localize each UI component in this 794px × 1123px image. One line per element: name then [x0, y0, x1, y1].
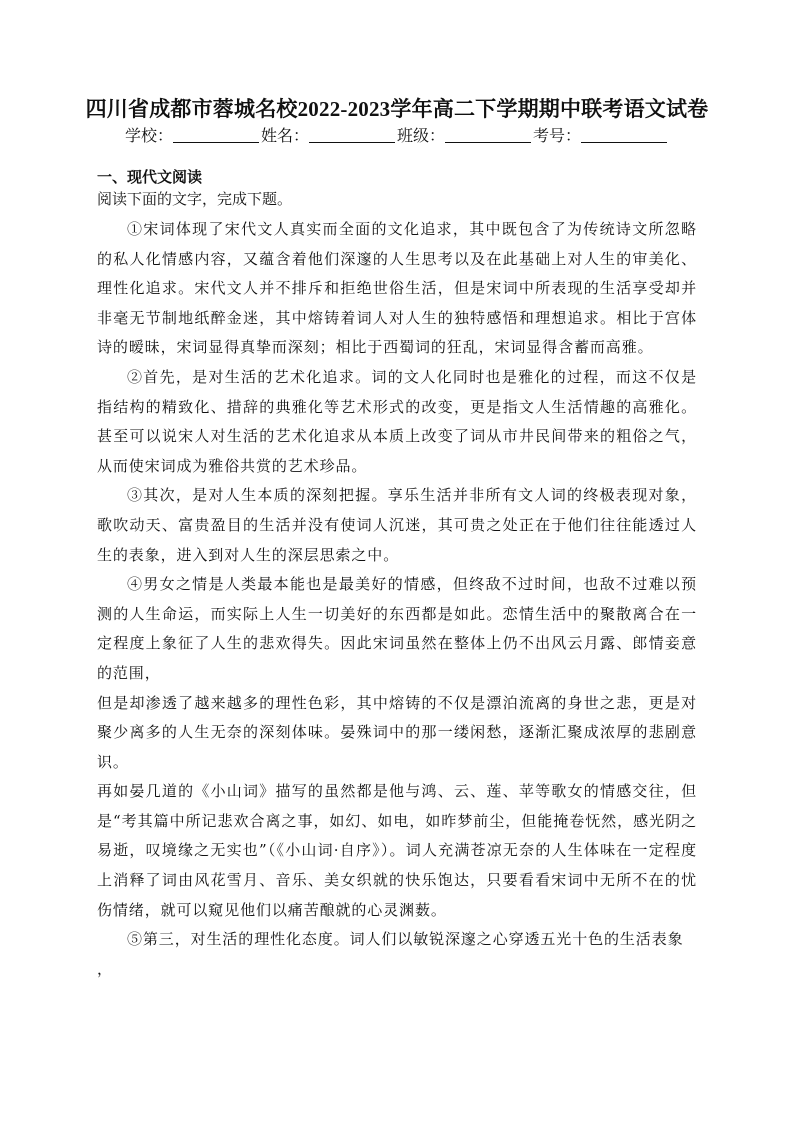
passage-paragraph-4: ④男女之情是人类最本能也是最美好的情感，但终敌不过时间，也敌不过难以预测的人生命运，而实际上人生一切美好的东西都是如此。恋情生活中的聚散离合在一定程度上象征了人生的悲欢得失。因此宋词虽然在整体上仍不出风云月露、郎情妾意的范围， [97, 575, 697, 682]
reading-passage [97, 215, 697, 984]
passage-paragraph-1: ①宋词体现了宋代文人真实而全面的文化追求，其中既包含了为传统诗文所忽略的私人化情感内容，又蕴含着他们深邃的人生思考以及在此基础上对人生的审美化、理性化追求。宋代文人并不排斥和拒绝世俗生活，但是宋词中所表现的生活享受却并非毫无节制地纸醉金迷，其中熔铸着词人对人生的独特感悟和理想追求。相比于宫体诗的暧昧，宋词显得真挚而深刻；相比于西蜀词的狂乱，宋词显得含蓄而高雅。 [97, 220, 697, 357]
name-label: 姓名： [260, 126, 309, 145]
class-label: 班级： [397, 126, 446, 145]
school-blank[interactable] [173, 126, 259, 143]
passage-paragraph-2: ②首先，是对生活的艺术化追求。词的文人化同时也是雅化的过程，而这不仅是指结构的精致化、措辞的典雅化等艺术形式的改变，更是指文人生活情趣的高雅化。甚至可以说宋人对生活的艺术化追求从本质上改变了词从市井民间带来的粗俗之气，从而使宋词成为雅俗共赏的艺术珍品。 [97, 367, 697, 475]
passage-paragraph-3: ③其次，是对人生本质的深刻把握。享乐生活并非所有文人词的终极表现对象，歌吹动天、富贵盈目的生活并没有使词人沉迷，其可贵之处正在于他们往往能透过人生的表象，进入到对人生的深层思索之中。 [97, 486, 697, 564]
passage-paragraph-4-example: 再如晏几道的《小山词》描写的虽然都是他与鸿、云、莲、苹等歌女的情感交往，但是“考其篇中所记悲欢合离之事，如幻、如电，如昨梦前尘，但能掩卷怃然，感光阴之易逝，叹境缘之无实也”（《小山词·自序》）。词人充满苍凉无奈的人生体味在一定程度上消释了词由风花雪月、音乐、美女织就的快乐饱达，只要看看宋词中无所不在的忧伤情绪，就可以窥见他们以痛苦酿就的心灵渊薮。 [97, 782, 697, 919]
class-blank[interactable] [445, 126, 531, 143]
name-blank[interactable] [309, 126, 395, 143]
exam-title: 四川省成都市蓉城名校2022-2023学年高二下学期期中联考语文试卷 [85, 97, 709, 121]
passage-trailing-comma: ， [97, 959, 113, 978]
passage-paragraph-4-continued: 但是却渗透了越来越多的理性色彩，其中熔铸的不仅是漂泊流离的身世之悲，更是对聚少离多的人生无奈的深刻体味。晏殊词中的那一缕闲愁，逐渐汇聚成浓厚的悲剧意识。 [97, 693, 697, 771]
section-instruction: 阅读下面的文字，完成下题。 [97, 190, 293, 208]
student-info-fields [0, 124, 794, 148]
passage-paragraph-5: ⑤第三，对生活的理性化态度。词人们以敏锐深邃之心穿透五光十色的生活表象 [127, 930, 684, 949]
school-label: 学校： [124, 126, 173, 145]
exam-no-blank[interactable] [581, 126, 667, 143]
exam-no-label: 考号： [533, 126, 582, 145]
section-heading: 一、现代文阅读 [97, 168, 203, 186]
